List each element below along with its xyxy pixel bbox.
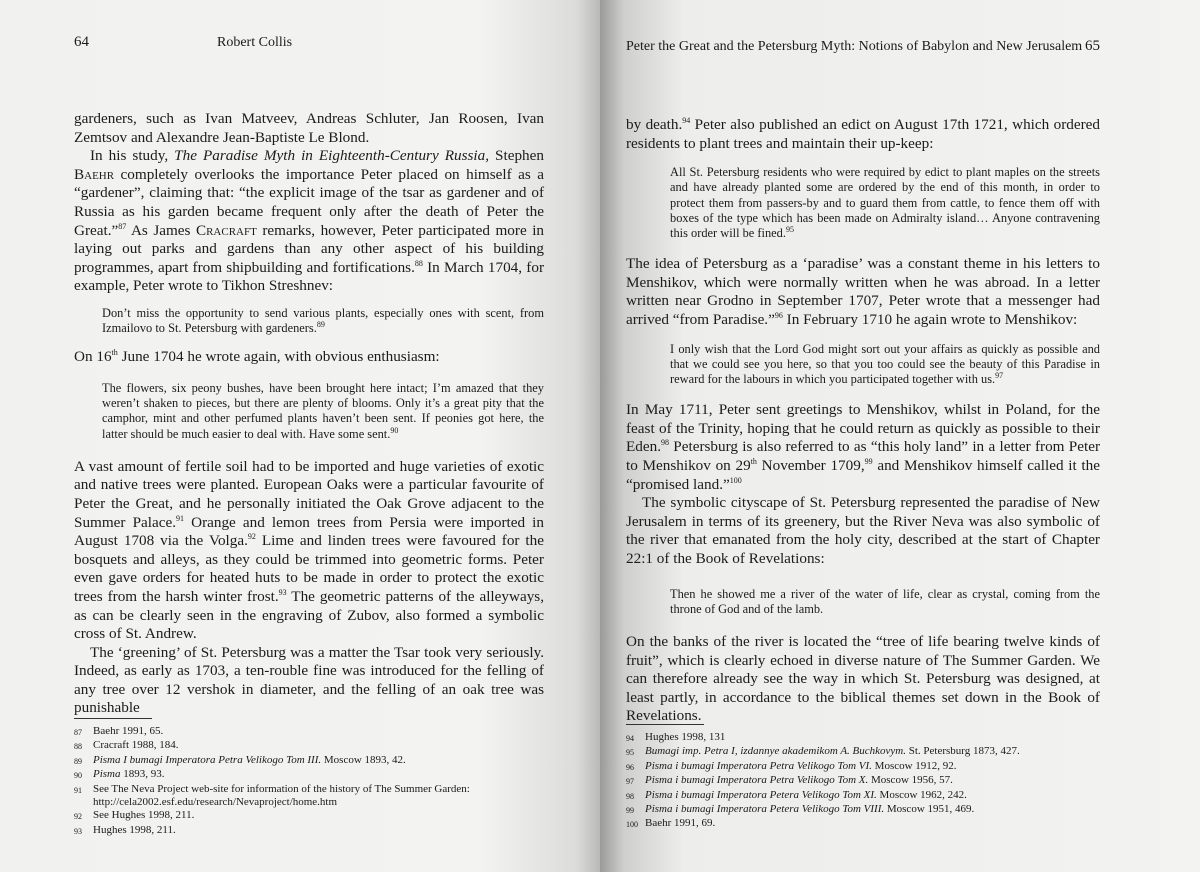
footnote: 91 See The Neva Project web-site for information of the history of The Summer Garden: http://cela2002.esf.edu/research/Nevaproject/home.htm: [74, 782, 470, 809]
book-title: The Paradise Myth in Eighteenth-Century Russia,: [174, 147, 490, 165]
footnote-rule: [626, 724, 704, 725]
footnote-ref: 89: [316, 320, 325, 330]
footnote: 99 Pisma i bumagi Imperatora Petera Velikogo Tom VIII. Moscow 1951, 469.: [626, 803, 975, 816]
block-quote: All St. Petersburg residents who were required by edict to plant maples on the streets and have already planted some are ordered by the end of this month, in order to protect them from passers-by and to guard them from cattle, to fence them off with boxes of the type which has been made on Admiralty island… Anyone contravening this order will be fined.$^{95}$: [670, 165, 1100, 240]
footnote: 87 Baehr 1991, 65.: [74, 725, 164, 737]
left-footnotes: [74, 718, 544, 838]
footnote-ref: 96: [774, 310, 783, 320]
footnote: 90 Pisma 1893, 93.: [74, 768, 165, 781]
paragraph: On the banks of the river is located the “tree of life bearing twelve kinds of fruit”, which is clearly echoed in diverse nature of The Summer Garden. We can therefore already see the way in which St. Petersburg was designed, at least partly, in accordance to the biblical themes set down in the Book of Revelations.: [626, 632, 1100, 725]
footnote-ref: 92: [247, 532, 256, 542]
footnote-ref: 98: [661, 438, 670, 448]
footnote-ref: 91: [176, 513, 184, 523]
footnote: 96 Pisma i bumagi Imperatora Petra Velikogo Tom VI. Moscow 1912, 92.: [626, 759, 957, 772]
footnote-rule: [74, 718, 152, 719]
footnote: 97 Pisma i bumagi Imperatora Petra Velikogo Tom X. Moscow 1956, 57.: [626, 774, 953, 787]
footnote: 88 Cracraft 1988, 184.: [74, 739, 179, 752]
footnote-ref: 100: [729, 475, 742, 485]
footnote: 89 Pisma I bumagi Imperatora Petra Velikogo Tom III. Moscow 1893, 42.: [74, 753, 406, 766]
footnote-ref: 99: [864, 456, 873, 466]
footnote: 94 Hughes 1998, 131: [626, 731, 726, 743]
right-page: [600, 0, 1200, 872]
left-running-head: [74, 34, 544, 56]
footnote: 98 Pisma i bumagi Imperatora Petera Velikogo Tom XI. Moscow 1962, 242.: [626, 788, 967, 801]
right-running-title: Peter the Great and the Petersburg Myth: Notions of Babylon and New Jerusalem: [626, 39, 1083, 54]
paragraph: The symbolic cityscape of St. Petersburg represented the paradise of New Jerusalem in terms of its greenery, but the River Neva was also symbolic of the river that emanated from the holy city, described at the start of Chapter 22:1 of the Book of Revelations:: [626, 494, 1100, 567]
footnote-ref: 88: [414, 258, 423, 268]
block-quote: Don’t miss the opportunity to send various plants, especially ones with scent, from Izmailovo to St. Petersburg with gardeners.$^{89}$: [102, 305, 544, 336]
footnote: 100 Baehr 1991, 69.: [626, 817, 716, 830]
left-running-title: Robert Collis: [217, 35, 293, 50]
author-name: Baehr: [74, 165, 115, 183]
footnote-ref: 94: [682, 115, 691, 125]
paragraph: In May 1711, Peter sent greetings to Menshikov, whilst in Poland, for the feast of the Trinity, hoping that he could return as quickly as possible to their Eden.$^{98}$ Petersburg is also referred to as “this holy land” in a letter from Peter to Menshikov on 29th November 1709,99 and Menshikov himself called it the “promised land.”$^{100}$: [626, 401, 1100, 493]
author-name: Cracraft: [195, 221, 257, 239]
right-running-head: [626, 38, 1100, 60]
right-body-text: [626, 116, 1100, 726]
footnote: 93 Hughes 1998, 211.: [74, 823, 176, 836]
footnote-ref: 90: [390, 425, 399, 435]
paragraph: A vast amount of fertile soil had to be imported and huge varieties of exotic and native trees were planted. European Oaks were a particular favourite of Peter the Great, and he personally initiated the Oak Grove adjacent to the Summer Palace.$^{91}$ Orange and lemon trees from Persia were imported in August 1708 via the Volga.$^{92}$ Lime and linden trees were favoured for the bosquets and alleys, as they could be trimmed into geometric forms. Peter even gave orders for heated huts to be made in order to protect the exotic trees from the harsh winter frost.$^{93}$ The geometric patterns of the alleyways, as can be clearly seen in the engraving of Zubov, also formed a symbolic cross of St. Andrew.: [74, 457, 545, 643]
left-page-number: 64: [74, 34, 89, 50]
footnote: 92 See Hughes 1998, 211.: [74, 809, 195, 822]
block-quote: The flowers, six peony bushes, have been brought here intact; I’m amazed that they weren’t shaken to pieces, but there are plenty of blooms. Only it’s a great pity that the camphor, mint and other perfumed plants haven’t been sent. If peonies got here, the latter should be much easier to deal with. Have some sent.$^{90}$: [102, 380, 544, 441]
footnote-ref: 97: [995, 370, 1004, 380]
footnote: 95 Bumagi imp. Petra I, izdannye akademikom A. Buchkovym. St. Petersburg 1873, 427.: [626, 745, 1020, 758]
right-footnotes: [626, 724, 1096, 832]
footnote-ref: 95: [785, 224, 794, 234]
paragraph: The idea of Petersburg as a ‘paradise’ was a constant theme in his letters to Menshikov, which were normally written when he was abroad. In a letter written near Grodno in September 1707, Peter wrote that a messenger had arrived “from Paradise.”$^{96}$ In February 1710 he again wrote to Menshikov:: [626, 255, 1100, 328]
right-page-number: 65: [1085, 38, 1100, 54]
paragraph: The ‘greening’ of St. Petersburg was a matter the Tsar took very seriously. Indeed, as early as 1703, a ten-rouble fine was introduced for the felling of any tree over 12 vershok in diameter, and the felling of an oak tree was punishable: [74, 643, 544, 717]
paragraph: In his study, The Paradise Myth in Eighteenth-Century Russia, Stephen Baehr completely overlooks the importance Peter placed on himself as a “gardener”, claiming that: “the explicit image of the tsar as gardener and of Russia as his garden became frequent only after the death of Peter the Great.”$^{87}$ As James Cracraft remarks, however, Peter participated more in laying out parks and gardens than any other aspect of his building programmes, apart from shipbuilding and fortifications.$^{88}$ In March 1704, for example, Peter wrote to Tikhon Streshnev:: [74, 147, 545, 295]
block-quote: Then he showed me a river of the water of life, clear as crystal, coming from the throne of God and of the lamb.: [670, 586, 1100, 616]
left-body-text: [74, 110, 544, 718]
paragraph: On 16th June 1704 he wrote again, with obvious enthusiasm:: [74, 348, 440, 366]
block-quote: I only wish that the Lord God might sort out your affairs as quickly as possible and that we could see you here, so that you too could see the beauty of this Paradise in reward for the labours in which you participated together with us.$^{97}$: [670, 341, 1100, 386]
paragraph: by death.$^{94}$ Peter also published an edict on August 17th 1721, which ordered residents to plant trees and maintain their up-keep:: [626, 115, 1100, 152]
footnote-ref: 93: [278, 587, 287, 597]
footnote-ref: 87: [118, 221, 127, 231]
paragraph: gardeners, such as Ivan Matveev, Andreas Schluter, Jan Roosen, Ivan Zemtsov and Alexandre Jean-Baptiste Le Blond.: [74, 110, 544, 146]
